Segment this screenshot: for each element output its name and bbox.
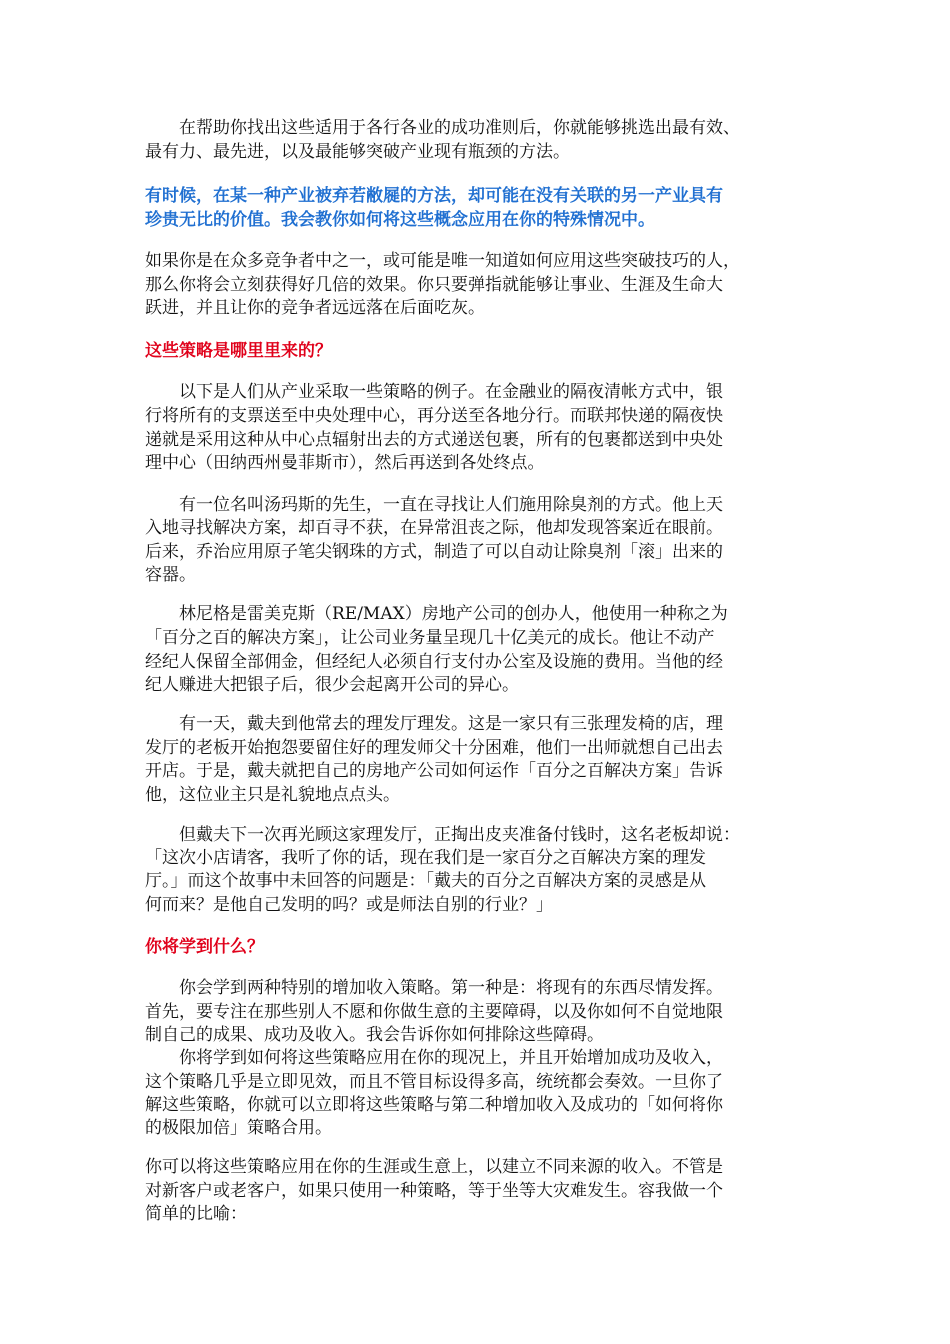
paragraph-1-line-1: 在帮助你找出这些适用于各行各业的成功准则后，你就能够挑选出最有效、 [145, 118, 740, 138]
paragraph-4-line-1: 有一位名叫汤玛斯的先生，一直在寻找让人们施用除臭剂的方式。他上天 [145, 495, 723, 515]
paragraph-8-line-7: 的极限加倍」策略合用。 [145, 1118, 332, 1138]
paragraph-8-line-3: 制自己的成果、成功及收入。我会告诉你如何排除这些障碍。 [145, 1025, 604, 1045]
paragraph-3-line-1: 以下是人们从产业采取一些策略的例子。在金融业的隔夜清帐方式中，银 [145, 382, 723, 402]
paragraph-8-line-1: 你会学到两种特别的增加收入策略。第一种是：将现有的东西尽情发挥。 [145, 978, 723, 998]
paragraph-2-line-3: 跃进，并且让你的竞争者远远落在后面吃灰。 [145, 298, 485, 318]
paragraph-1-line-2: 最有力、最先进，以及最能够突破产业现有瓶颈的方法。 [145, 142, 570, 162]
paragraph-9-line-1: 你可以将这些策略应用在你的生涯或生意上，以建立不同来源的收入。不管是 [145, 1157, 723, 1177]
paragraph-8-line-6: 解这些策略，你就可以立即将这些策略与第二种增加收入及成功的「如何将你 [145, 1095, 723, 1115]
paragraph-7-line-2: 「这次小店请客，我听了你的话，现在我们是一家百分之百解决方案的理发 [145, 848, 706, 868]
paragraph-5-line-3: 经纪人保留全部佣金，但经纪人必须自行支付办公室及设施的费用。当他的经 [145, 652, 723, 672]
paragraph-4-line-2: 入地寻找解决方案，却百寻不获，在异常沮丧之际，他却发现答案近在眼前。 [145, 518, 723, 538]
paragraph-7-line-4: 何而来？是他自己发明的吗？或是师法自别的行业？」 [145, 895, 553, 915]
highlight-line-2: 珍贵无比的价值。我会教你如何将这些概念应用在你的特殊情况中。 [145, 210, 655, 230]
paragraph-2-line-1: 如果你是在众多竞争者中之一，或可能是唯一知道如何应用这些突破技巧的人， [145, 251, 740, 271]
paragraph-8-line-5: 这个策略几乎是立即见效，而且不管目标设得多高，统统都会奏效。一旦你了 [145, 1072, 723, 1092]
section-heading-origin: 这些策略是哪里里来的？ [145, 341, 332, 361]
paragraph-6-line-1: 有一天，戴夫到他常去的理发厅理发。这是一家只有三张理发椅的店，理 [145, 714, 723, 734]
paragraph-8-line-2: 首先，要专注在那些别人不愿和你做生意的主要障碍，以及你如何不自觉地限 [145, 1002, 723, 1022]
paragraph-5-line-4: 纪人赚进大把银子后，很少会起离开公司的异心。 [145, 675, 519, 695]
paragraph-7-line-3: 厅。」而这个故事中未回答的问题是：「戴夫的百分之百解决方案的灵感是从 [145, 871, 706, 891]
paragraph-9-line-3: 简单的比喻： [145, 1204, 247, 1224]
paragraph-3-line-3: 递就是采用这种从中心点辐射出去的方式递送包裹，所有的包裹都送到中央处 [145, 430, 723, 450]
highlight-line-1: 有时候，在某一种产业被弃若敝屣的方法，却可能在没有关联的另一产业具有 [145, 186, 723, 206]
paragraph-2-line-2: 那么你将会立刻获得好几倍的效果。你只要弹指就能够让事业、生涯及生命大 [145, 275, 723, 295]
paragraph-4-line-4: 容器。 [145, 565, 196, 585]
paragraph-9-line-2: 对新客户或老客户，如果只使用一种策略，等于坐等大灾难发生。容我做一个 [145, 1181, 723, 1201]
paragraph-5-line-2: 「百分之百的解决方案」，让公司业务量呈现几十亿美元的成长。他让不动产 [145, 628, 715, 648]
paragraph-3-line-2: 行将所有的支票送至中央处理中心，再分送至各地分行。而联邦快递的隔夜快 [145, 406, 723, 426]
paragraph-4-line-3: 后来，乔治应用原子笔尖钢珠的方式，制造了可以自动让除臭剂「滚」出来的 [145, 542, 723, 562]
paragraph-6-line-2: 发厅的老板开始抱怨要留住好的理发师父十分困难，他们一出师就想自己出去 [145, 738, 723, 758]
paragraph-3-line-4: 理中心（田纳西州曼菲斯市），然后再送到各处终点。 [145, 453, 545, 473]
paragraph-7-line-1: 但戴夫下一次再光顾这家理发厅，正掏出皮夹准备付钱时，这名老板却说： [145, 825, 740, 845]
paragraph-5-line-1: 林尼格是雷美克斯（RE/MAX）房地产公司的创办人，他使用一种称之为 [145, 604, 728, 624]
paragraph-8-line-4: 你将学到如何将这些策略应用在你的现况上，并且开始增加成功及收入， [145, 1048, 723, 1068]
section-heading-learn: 你将学到什么？ [145, 937, 264, 957]
paragraph-6-line-4: 他，这位业主只是礼貌地点点头。 [145, 785, 400, 805]
paragraph-6-line-3: 开店。于是，戴夫就把自己的房地产公司如何运作「百分之百解决方案」告诉 [145, 761, 723, 781]
